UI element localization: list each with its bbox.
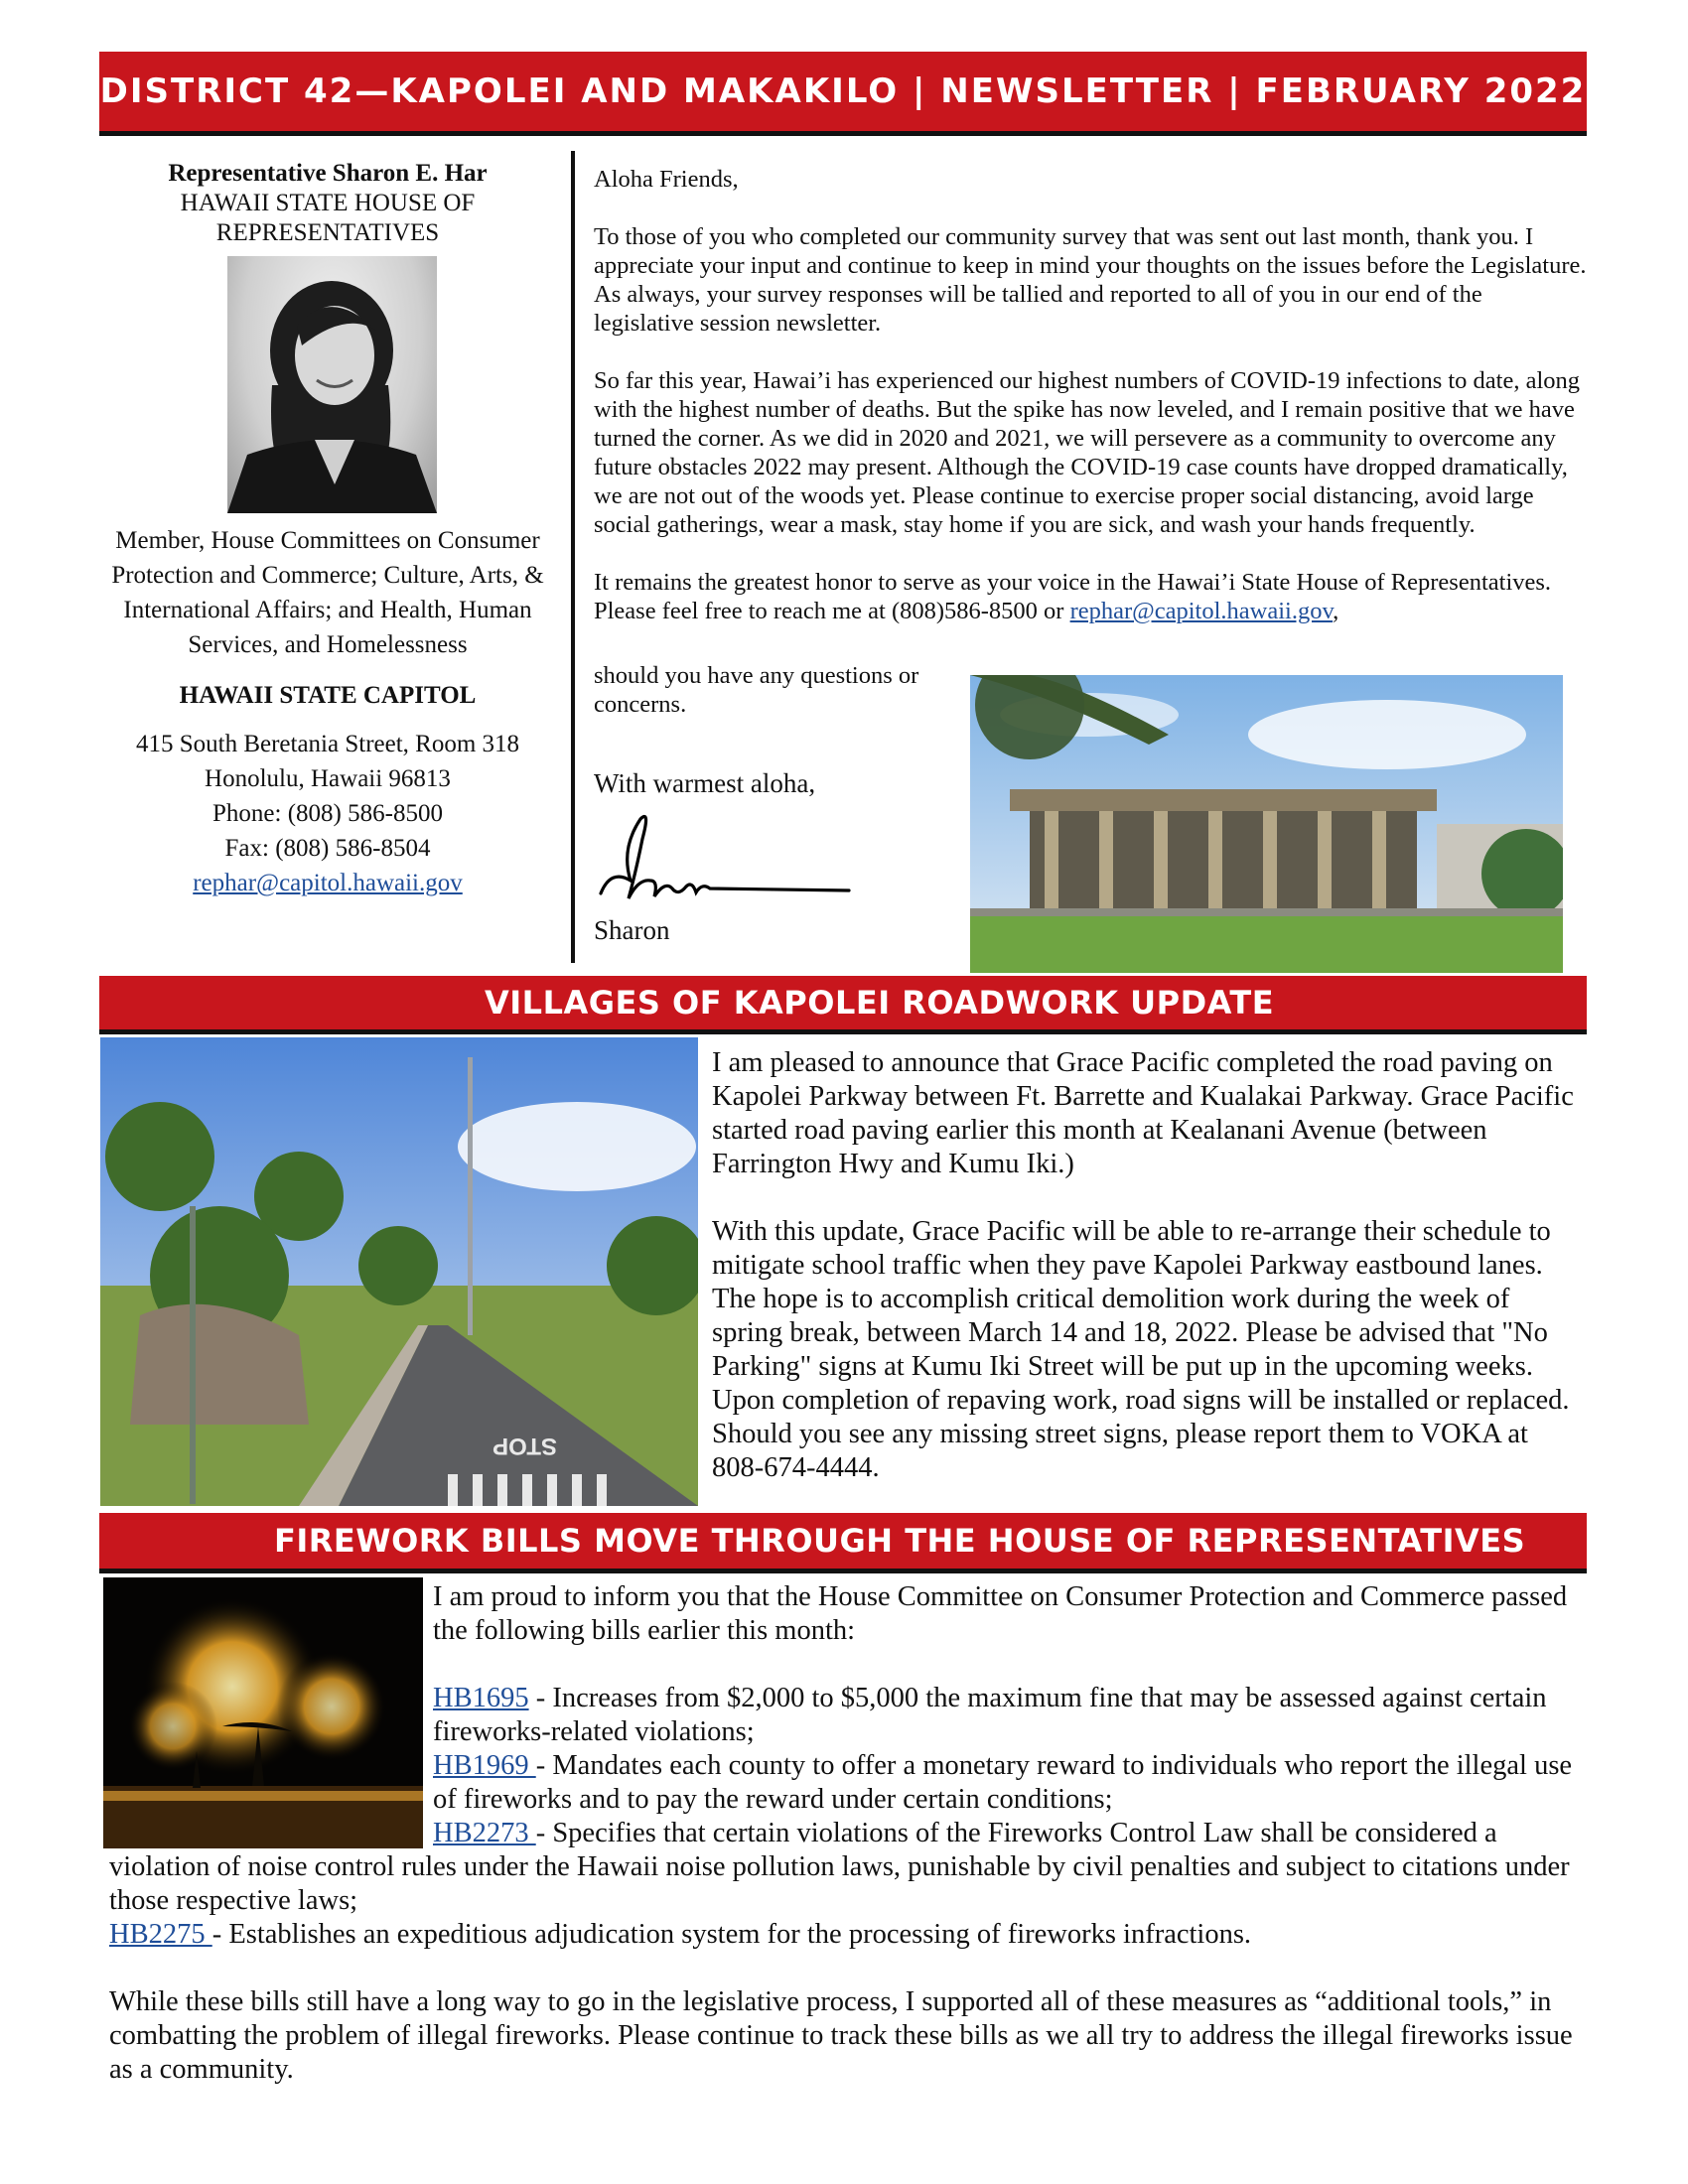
sidebar-lower — [99, 523, 556, 900]
sidebar — [99, 159, 556, 248]
fireworks-intro: I am proud to inform you that the House Committee on Consumer Protection and Commerce passed the following bills earlier this month: — [433, 1581, 1568, 1646]
bill-hb1969-link[interactable]: HB1969 — [433, 1750, 536, 1781]
bill-hb2275 — [109, 1918, 1585, 1952]
phone-number: Phone: (808) 586-8500 — [212, 800, 443, 827]
address-line1: 415 South Beretania Street, Room 318 — [135, 731, 520, 757]
header-banner — [99, 52, 1587, 131]
letter-email-link[interactable]: rephar@capitol.hawaii.gov — [1069, 598, 1334, 624]
fireworks-bills-upper — [433, 1682, 1585, 1817]
roadwork-street-photo — [100, 1037, 698, 1506]
letter-para3-tail-a: should you have any questions or — [594, 662, 919, 689]
bill-hb2275-desc: - Establishes an expeditious adjudication system for the processing of fireworks infractions. — [211, 1919, 1252, 1950]
signature-image — [581, 809, 859, 908]
letter-para1: To those of you who completed our community survey that was sent out last month, thank you. I appreciate your input and continue to keep in mind your thoughts on the issues before the Legislature. As always, your survey responses will be tallied and reported to all of you in our end of the legislative session newsletter. — [594, 223, 1587, 337]
letter-para3-tail-b: concerns. — [594, 691, 687, 718]
committees-text: Member, House Committees on Consumer Protection and Commerce; Culture, Arts, & International Affairs; and Health, Human Services, and Homelessness — [111, 527, 544, 658]
fireworks-intro-block — [433, 1580, 1585, 1648]
rep-name: Representative Sharon E. Har — [168, 160, 488, 187]
roadwork-title: VILLAGES OF KAPOLEI ROADWORK UPDATE — [485, 984, 1275, 1022]
bill-hb2273 — [109, 1817, 1585, 1918]
roadwork-para2: With this update, Grace Pacific will be able to re-arrange their schedule to mitigate school traffic when they pave Kapolei Parkway eastbound lanes. The hope is to accomplish critical demolition work during the week of spring break, between March 14 and 18, 2022. Please be advised that "No Parking" signs at Kumu Iki Street will be put up in the upcoming weeks. Upon completion of repaving work, road signs will be installed or replaced. Should you see any missing street signs, please report them to VOKA at 808-674-4444. — [712, 1216, 1570, 1483]
fax-number: Fax: (808) 586-8504 — [224, 835, 431, 862]
fireworks-banner — [99, 1513, 1587, 1569]
bill-hb1695-link[interactable]: HB1695 — [433, 1683, 529, 1713]
signature-name: Sharon — [594, 915, 670, 945]
letter-body — [594, 165, 1587, 625]
roadwork-text — [712, 1046, 1586, 1485]
representative-portrait — [227, 256, 437, 513]
letter-para2: So far this year, Hawai’i has experienced our highest numbers of COVID-19 infections to date, along with the highest number of deaths. But the spike has now leveled, and I remain positive that we have turned the corner. As we did in 2020 and 2021, we will persevere as a community to overcome any future obstacles 2022 may present. Although the COVID-19 case counts have dropped dramatically, we are not out of the woods yet. Please continue to exercise proper social distancing, avoid large social gatherings, wear a mask, stay home if you are sick, and wash your hands frequently. — [594, 367, 1581, 538]
bill-hb1695 — [433, 1682, 1585, 1749]
newsletter-title: DISTRICT 42—KAPOLEI AND MAKAKILO | NEWSLETTER | FEBRUARY 2022 — [99, 71, 1587, 111]
fireworks-closing: While these bills still have a long way to go in the legislative process, I supported all of these measures as “additional tools,” in combatting the problem of illegal fireworks. Please continue to track these bills as we all try to address the illegal fireworks issue as a community. — [109, 1986, 1573, 2085]
chamber-line2: REPRESENTATIVES — [215, 219, 440, 246]
bill-hb2275-link[interactable]: HB2275 — [109, 1919, 212, 1950]
letter-para3-text: It remains the greatest honor to serve as your voice in the Hawai’i State House of Representatives. Please feel free to reach me at (808)586-8500 or — [594, 569, 1552, 624]
letter-closing: With warmest aloha, — [594, 768, 816, 798]
letter-para3: It remains the greatest honor to serve as your voice in the Hawai’i State House of Representatives. Please feel free to reach me at (808)586-8500 or rephar@capitol.hawaii.gov, — [594, 569, 1552, 624]
address-line2: Honolulu, Hawaii 96813 — [205, 765, 451, 792]
sidebar-email-link[interactable]: rephar@capitol.hawaii.gov — [193, 870, 463, 896]
bill-hb2273-desc: - Specifies that certain violations of the Fireworks Control Law shall be considered a violation of noise control rules under the Hawaii noise pollution laws, punishable by civil penalties and subject to citations under those respective laws; — [109, 1818, 1570, 1916]
letter-greeting: Aloha Friends, — [594, 166, 739, 193]
bill-hb1969 — [433, 1749, 1585, 1817]
capitol-building-photo — [970, 675, 1563, 973]
letter-para3-tail — [594, 661, 971, 719]
fireworks-photo — [103, 1577, 423, 1848]
road-marking-stop: STOP — [492, 1433, 557, 1459]
bill-hb1695-desc: - Increases from $2,000 to $5,000 the maximum fine that may be assessed against certain fireworks-related violations; — [433, 1683, 1547, 1747]
fireworks-bills-lower — [109, 1817, 1585, 2087]
roadwork-banner — [99, 976, 1587, 1029]
bill-hb1969-desc: - Mandates each county to offer a monetary reward to individuals who report the illegal use of fireworks and to pay the reward under certain conditions; — [433, 1750, 1573, 1815]
capitol-heading: HAWAII STATE CAPITOL — [179, 682, 477, 709]
bill-hb2273-link[interactable]: HB2273 — [433, 1818, 536, 1848]
column-divider — [571, 151, 575, 963]
fireworks-title: FIREWORK BILLS MOVE THROUGH THE HOUSE OF REPRESENTATIVES — [274, 1522, 1526, 1560]
chamber-line1: HAWAII STATE HOUSE OF — [180, 190, 476, 216]
roadwork-para1: I am pleased to announce that Grace Pacific completed the road paving on Kapolei Parkway between Ft. Barrette and Kualakai Parkway. Grace Pacific started road paving earlier this month at Kealanani Avenue (between Farrington Hwy and Kumu Iki.) — [712, 1047, 1574, 1179]
